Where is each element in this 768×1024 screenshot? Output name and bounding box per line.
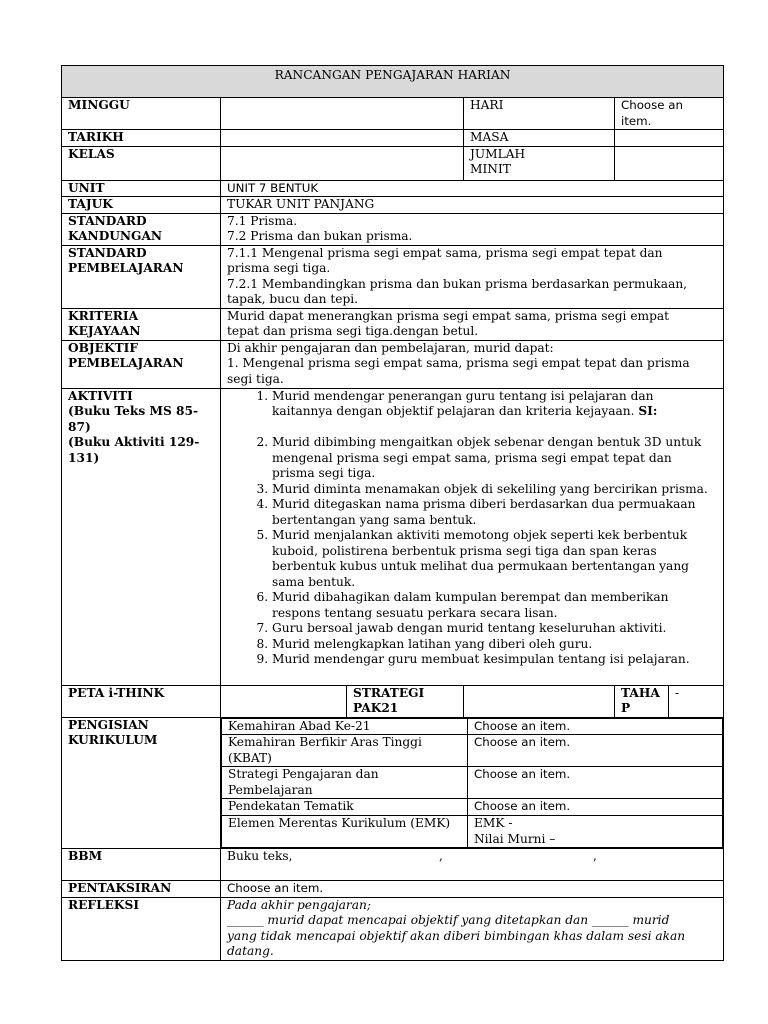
pengisian-label-line-1: PENGISIAN	[68, 717, 149, 732]
aktiviti-label-line-1: AKTIVITI	[68, 388, 133, 403]
kelas-label: KELAS	[62, 146, 221, 180]
strategi-pdp-dropdown[interactable]: Choose an item.	[468, 767, 723, 799]
list-item: 4. Murid ditegaskan nama prisma diberi berdasarkan dua permuakaan bertentangan yang sama bentuk.	[272, 497, 717, 528]
activity-list	[227, 389, 717, 668]
aktiviti-label-line-3: (Buku Aktiviti 129-	[68, 435, 200, 449]
strategi-pak21-label	[347, 685, 464, 717]
bbm-value: Buku teks,	[227, 849, 293, 863]
kemahiran-abad-dropdown[interactable]: Choose an item.	[468, 718, 723, 735]
refleksi-line-4: datang.	[227, 944, 274, 958]
jumlah-minit-label	[464, 146, 615, 180]
list-item: 7. Guru bersoal jawab dengan murid tentang keseluruhan aktiviti.	[272, 621, 717, 637]
aktiviti-label	[62, 388, 221, 685]
kemahiran-abad-label: Kemahiran Abad Ke-21	[222, 718, 468, 735]
tarikh-field[interactable]	[221, 130, 464, 147]
pengisian-kurikulum-block	[221, 717, 724, 849]
objektif-label-line-1: OBJEKTIF	[68, 340, 138, 355]
list-item: 5. Murid menjalankan aktiviti memotong objek seperti kek berbentuk kuboid, polistirena berbentuk prisma segi tiga dan span keras berbentuk kubus untuk melihat dua permukaan bertentangan yang sama bentuk.	[272, 528, 717, 590]
list-item: 9. Murid mendengar guru membuat kesimpulan tentang isi pelajaran.	[272, 652, 717, 668]
objektif-label-line-2: PEMBELAJARAN	[68, 356, 184, 370]
pengisian-label-line-2: KURIKULUM	[68, 733, 158, 747]
sp-line-1b: prisma segi tiga.	[227, 261, 331, 275]
sp-line-2b: tapak, bucu dan tepi.	[227, 292, 359, 306]
sp-line-2a: 7.2.1 Membandingkan prisma dan bukan prisma berdasarkan permukaan,	[227, 276, 688, 291]
bbm-separator-2: ,	[593, 849, 597, 863]
peta-ithink-field[interactable]	[221, 685, 347, 717]
aktiviti-label-line-4: 131)	[68, 450, 100, 465]
page-title: RANCANGAN PENGAJARAN HARIAN	[62, 66, 724, 98]
emk-value: EMK -	[474, 816, 513, 830]
pendekatan-tematik-dropdown[interactable]: Choose an item.	[468, 799, 723, 816]
minggu-label: MINGGU	[62, 98, 221, 130]
unit-label: UNIT	[62, 180, 221, 197]
list-item: 3. Murid diminta menamakan objek di sekeliling yang bercirikan prisma.	[272, 482, 717, 498]
strategi-pdp-label-line-2: Pembelajaran	[228, 782, 313, 797]
peta-ithink-label: PETA i-THINK	[62, 685, 221, 717]
standard-kandungan-label-line-2: KANDUNGAN	[68, 229, 163, 243]
refleksi-line-1: Pada akhir pengajaran;	[227, 897, 371, 912]
pengisian-inner-table	[221, 718, 723, 849]
nilai-murni-value: Nilai Murni –	[474, 831, 556, 846]
kriteria-line-a: Murid dapat menerangkan prisma segi empat sama, prisma segi empat	[227, 308, 670, 323]
bbm-label: BBM	[62, 849, 221, 881]
tahap-label	[615, 685, 669, 717]
standard-kandungan-label-line-1: STANDARD	[68, 213, 147, 228]
standard-pembelajaran-label-line-1: STANDARD	[68, 245, 147, 260]
list-item: 8. Murid melengkapkan latihan yang diberi oleh guru.	[272, 637, 717, 653]
tajuk-label: TAJUK	[62, 197, 221, 214]
kelas-field[interactable]	[221, 146, 464, 180]
strategi-pdp-label-line-1: Strategi Pengajaran dan	[228, 767, 379, 781]
jumlah-label-line: JUMLAH	[470, 146, 526, 161]
jumlah-minit-field[interactable]	[615, 146, 724, 180]
strategi-pak21-field[interactable]	[464, 685, 615, 717]
standard-pembelajaran-label-line-2: PEMBELAJARAN	[68, 261, 184, 275]
masa-field[interactable]	[615, 130, 724, 147]
refleksi-line-2: ______ murid dapat mencapai objektif yang ditetapkan dan ______ murid	[227, 913, 670, 927]
list-item	[272, 389, 717, 420]
aktiviti-value[interactable]	[221, 388, 724, 685]
strategi-label-line-1: STRATEGI	[353, 685, 425, 700]
refleksi-label: REFLEKSI	[62, 897, 221, 960]
standard-pembelajaran-value[interactable]	[221, 245, 724, 308]
list-item: 2. Murid dibimbing mengaitkan objek sebenar dengan bentuk 3D untuk mengenal prisma segi empat sama, prisma segi empat tepat dan prisma segi tiga.	[272, 435, 717, 482]
kbat-label	[222, 735, 468, 767]
kriteria-value[interactable]	[221, 308, 724, 340]
objektif-line-2a: 1. Mengenal prisma segi empat sama, prisma segi empat tepat dan prisma	[227, 356, 690, 370]
list-item: 6. Murid dibahagikan dalam kumpulan berempat dan memberikan respons tentang sesuatu perkara secara lisan.	[272, 590, 717, 621]
tahap-label-line-1: TAHA	[621, 685, 660, 700]
strategi-label-line-2: PAK21	[353, 701, 399, 715]
kbat-label-line-1: Kemahiran Berfikir Aras Tinggi	[228, 735, 422, 749]
refleksi-field[interactable]	[221, 897, 724, 960]
standard-kandungan-label	[62, 213, 221, 245]
standard-pembelajaran-label	[62, 245, 221, 308]
bbm-field[interactable]	[221, 849, 724, 881]
sp-line-1a: 7.1.1 Mengenal prisma segi empat sama, prisma segi empat tepat dan	[227, 245, 663, 260]
emk-label: Elemen Merentas Kurikulum (EMK)	[222, 816, 468, 848]
hari-label: HARI	[464, 98, 615, 130]
minggu-field[interactable]	[221, 98, 464, 130]
emk-field[interactable]	[468, 816, 723, 848]
standard-kandungan-value[interactable]	[221, 213, 724, 245]
objektif-line-2b: segi tiga.	[227, 371, 284, 386]
aktiviti-label-line-2: (Buku Teks MS 85-87)	[68, 404, 199, 434]
standard-kandungan-line-1: 7.1 Prisma.	[227, 213, 298, 228]
objektif-label	[62, 340, 221, 388]
tajuk-value[interactable]: TUKAR UNIT PANJANG	[221, 197, 724, 214]
unit-value[interactable]: UNIT 7 BENTUK	[221, 180, 724, 197]
strategi-pdp-label	[222, 767, 468, 799]
tahap-label-line-2: P	[621, 701, 631, 715]
tahap-field[interactable]: -	[669, 685, 724, 717]
standard-kandungan-line-2: 7.2 Prisma dan bukan prisma.	[227, 229, 413, 243]
kriteria-label: KRITERIA KEJAYAAN	[62, 308, 221, 340]
pendekatan-tematik-label: Pendekatan Tematik	[222, 799, 468, 816]
lesson-plan-table	[61, 65, 724, 961]
hari-dropdown[interactable]: Choose an item.	[615, 98, 724, 130]
si-label: SI:	[638, 404, 658, 418]
objektif-line-1: Di akhir pengajaran dan pembelajaran, murid dapat:	[227, 340, 554, 355]
pentaksiran-dropdown[interactable]: Choose an item.	[221, 881, 724, 898]
minit-label-line: MINIT	[470, 162, 511, 176]
pengisian-kurikulum-label	[62, 717, 221, 849]
bbm-separator-1: ,	[439, 849, 443, 863]
kbat-label-line-2: (KBAT)	[228, 750, 272, 765]
kriteria-line-b: tepat dan prisma segi tiga.dengan betul.	[227, 324, 479, 338]
refleksi-line-3: yang tidak mencapai objektif akan diberi bimbingan khas dalam sesi akan	[227, 928, 686, 943]
activity-text: Murid mendengar penerangan guru tentang isi pelajaran dan kaitannya dengan objektif pelajaran dan kriteria kejayaan.	[272, 388, 654, 418]
objektif-value[interactable]	[221, 340, 724, 388]
pentaksiran-label: PENTAKSIRAN	[62, 881, 221, 898]
masa-label: MASA	[464, 130, 615, 147]
tarikh-label: TARIKH	[62, 130, 221, 147]
kbat-dropdown[interactable]: Choose an item.	[468, 735, 723, 767]
